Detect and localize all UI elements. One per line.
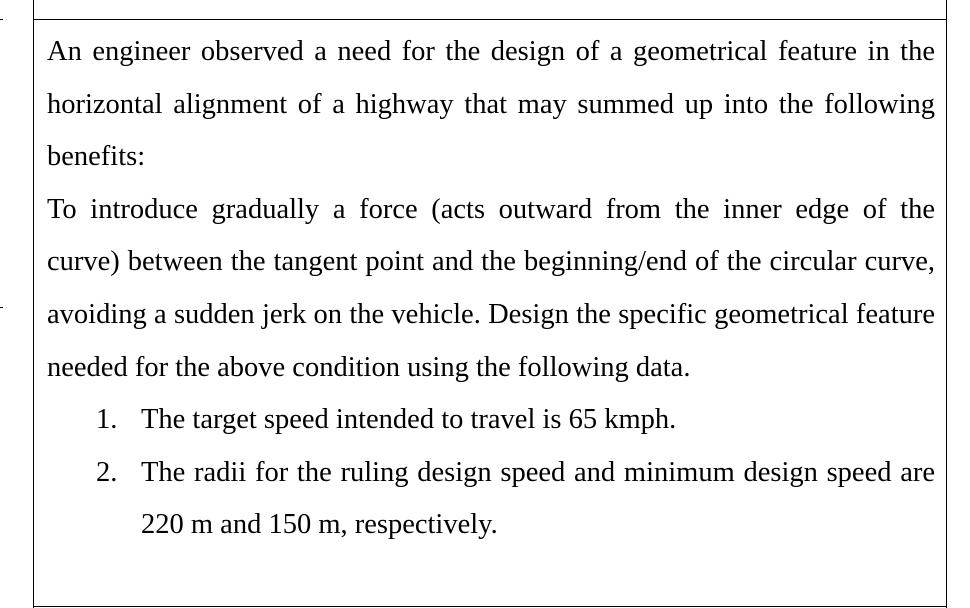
data-list xyxy=(47,394,935,552)
list-item-text: The target speed intended to travel is 65 kmph. xyxy=(141,404,677,436)
list-item xyxy=(47,394,935,447)
list-item-number: 2. xyxy=(96,456,118,488)
question-cell xyxy=(47,26,935,552)
list-item xyxy=(47,447,935,552)
table-left-border xyxy=(33,0,34,608)
question-paragraph-intro: An engineer observed a need for the design of a geometrical feature in the horizontal alignment of a highway that may summed up into the following benefits: xyxy=(47,36,935,173)
list-item-number: 1. xyxy=(96,404,118,436)
table-right-border xyxy=(946,0,947,608)
question-paragraph-task: To introduce gradually a force (acts outward from the inner edge of the curve) between the tangent point and the beginning/end of the circular curve, avoiding a sudden jerk on the vehicle. Design the specific geometrical feature needed for the above condition using the following data. xyxy=(47,193,935,383)
list-item-text: The radii for the ruling design speed and minimum design speed are 220 m and 150 m, respectively. xyxy=(141,456,935,541)
table-bottom-border xyxy=(33,606,947,607)
page-margin-tick xyxy=(0,19,3,20)
page-margin-tick xyxy=(0,307,3,308)
table-row-top-border xyxy=(33,19,947,20)
